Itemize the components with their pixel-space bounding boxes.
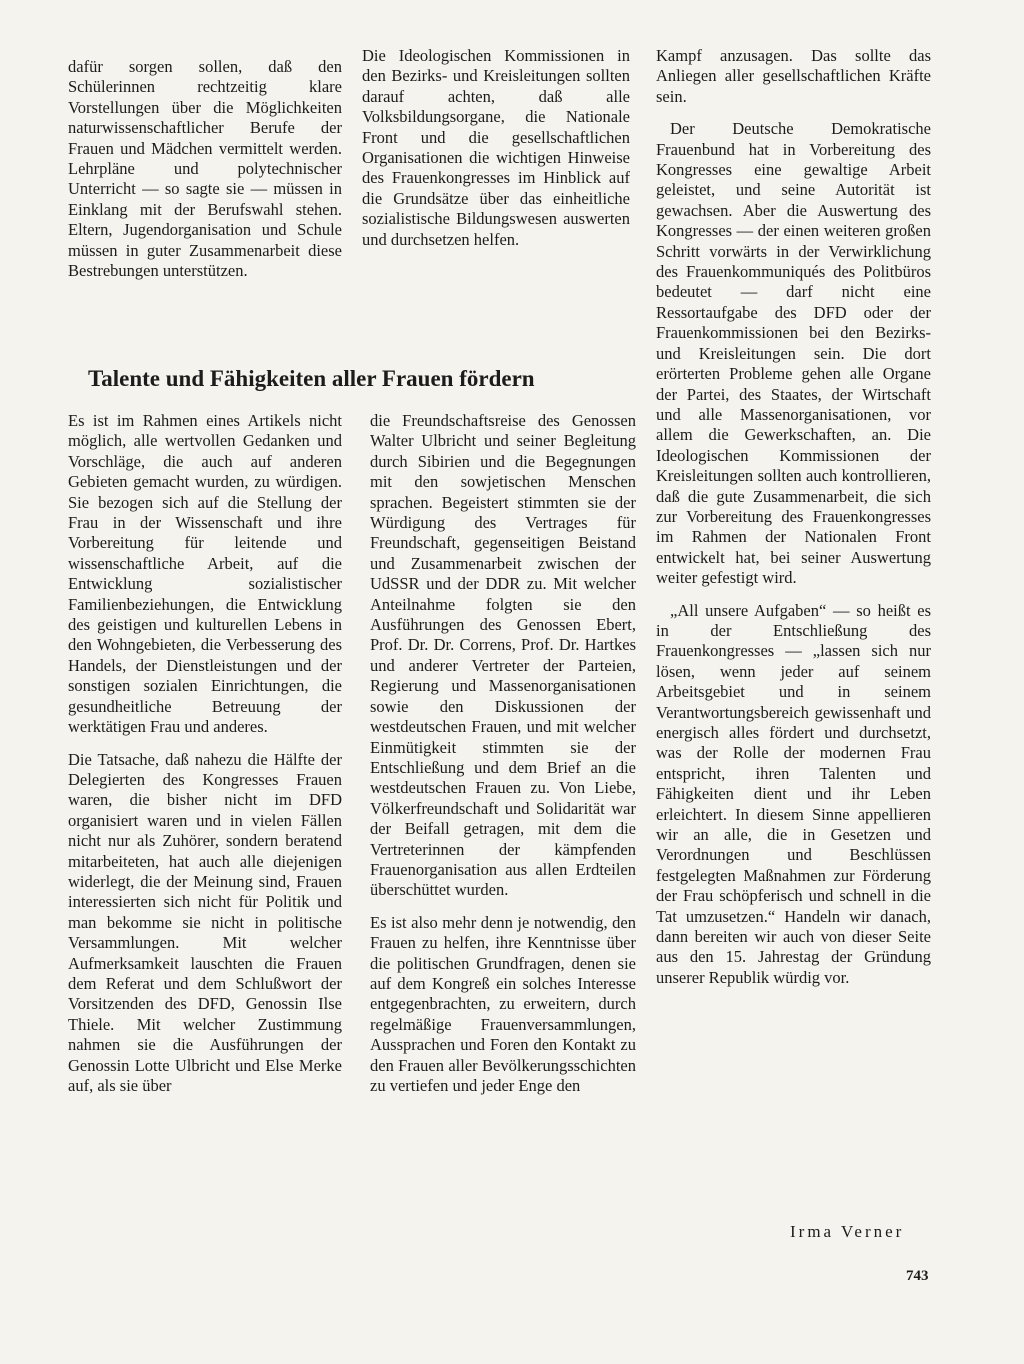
paragraph: Die Tatsache, daß nahezu die Hälfte der Delegierten des Kongresses Frauen waren, die bisher nicht im DFD organisiert waren und in vielen Fällen nicht nur als Zuhörer, sondern beratend mitarbeiteten, hat auch alle diejenigen widerlegt, die der Meinung sind, Frauen interessierten sich nicht für Politik und man bekomme sie nicht in politische Versammlungen. Mit welcher Aufmerksamkeit lauschten die Frauen dem Referat und dem Schlußwort der Vorsitzenden des DFD, Genossin Ilse Thiele. Mit welcher Zustimmung nahmen sie die Ausführungen der Genossin Lotte Ulbricht und Else Merke auf, als sie über (68, 749, 342, 1095)
column-top-middle (362, 46, 630, 250)
column-bottom-middle (370, 411, 636, 1096)
paragraph: „All unsere Aufgaben“ — so heißt es in der Entschließung des Frauenkongresses — „lassen sich nur lösen, wenn jeder auf seinem Arbeitsgebiet und in seinem Verantwortungsbereich gewissenhaft und energisch alles fördert und durchsetzt, was der Rolle der modernen Frau entspricht, ihren Talenten und Fähigkeiten dient und ihr Leben erleichtert. In diesem Sinne appellieren wir an alle, die in Gesetzen und Verordnungen und Beschlüssen festgelegten Maßnahmen zur Förderung der Frau schöpferisch und schnell in die Tat umzusetzen.“ Handeln wir danach, dann bereiten wir auch von dieser Seite aus den 15. Jahrestag der Gründung unserer Republik würdig vor. (656, 600, 931, 987)
paragraph: Kampf anzusagen. Das sollte das Anliegen aller gesellschaftlichen Kräfte sein. (656, 46, 931, 106)
paragraph: Es ist im Rahmen eines Artikels nicht möglich, alle wertvollen Gedanken und Vorschläge, die auch auf anderen Gebieten gemacht wurden, zu würdigen. Sie bezogen sich auf die Stellung der Frau in der Wissenschaft und ihre Vorbereitung für leitende und wissenschaftliche Arbeit, auf die Entwicklung sozialistischer Familienbeziehungen, die Entwicklung des geistigen und kulturellen Lebens in den Wohngebieten, die Verbesserung des Handels, der Dienstleistungen und der sonstigen sozialen Einrichtungen, die gesundheitliche Betreuung der werktätigen Frau und anderes. (68, 411, 342, 737)
page-number: 743 (906, 1268, 929, 1284)
author-name: Irma Verner (790, 1222, 905, 1241)
paragraph: dafür sorgen sollen, daß den Schülerinnen rechtzeitig klare Vorstellungen über die Möglichkeiten naturwissenschaftlicher Berufe der Frauen und Mädchen vermittelt werden. Lehrpläne und polytechnischer Unterricht — so sagte sie — müssen in Einklang mit der Berufswahl stehen. Eltern, Jugendorganisation und Schule müssen in guter Zusammenarbeit diese Bestrebungen unterstützen. (68, 57, 342, 281)
paragraph: Der Deutsche Demokratische Frauenbund hat in Vorbereitung des Kongresses eine gewaltige Arbeit geleistet, und seine Autorität ist gewachsen. Aber die Auswertung des Kongresses — der einen weiteren großen Schritt vorwärts in der Verwirklichung des Frauenkommuniqués des Politbüros bedeutet — darf nicht eine Ressortaufgabe des DFD oder der Frauenkommissionen bei den Bezirks- und Kreisleitungen sein. Die dort erörterten Probleme gehen alle Organe der Partei, des Staates, der Wirtschaft und alle Massenorganisationen, vor allem die Gewerkschaften, an. Die Ideologischen Kommissionen der Kreisleitungen sollten auch kontrollieren, daß die gute Zusammenarbeit, die sich zur Vorbereitung des Frauenkongresses im Rahmen der Nationalen Front entwickelt hat, bei seiner Auswertung weiter gefestigt wird. (656, 119, 931, 588)
paragraph: Es ist also mehr denn je notwendig, den Frauen zu helfen, ihre Kenntnisse über die politischen Grundfragen, denen sie auf dem Kongreß ein solches Interesse entgegenbrachten, zu erweitern, durch regelmäßige Frauenversammlungen, Aussprachen und Foren den Kontakt zu den Frauen aller Bevölkerungsschichten zu vertiefen und jeder Enge den (370, 912, 636, 1095)
section-heading: Talente und Fähigkeiten aller Frauen fördern (88, 366, 535, 391)
paragraph: Die Ideologischen Kommissionen in den Bezirks- und Kreisleitungen sollten darauf achten, daß alle Volksbildungsorgane, die Nationale Front und die gesellschaftlichen Organisationen die wichtigen Hinweise des Frauenkongresses im Hinblick auf die Grundsätze über das einheitliche sozialistische Bildungswesen auswerten und durchsetzen helfen. (362, 46, 630, 249)
paragraph: die Freundschaftsreise des Genossen Walter Ulbricht und seiner Begleitung durch Sibirien und die Begegnungen mit den sowjetischen Menschen sprachen. Begeistert stimmten sie der Würdigung des Vertrages für Freundschaft, gegenseitigen Beistand und Zusammenarbeit zwischen der UdSSR und der DDR zu. Mit welcher Anteilnahme folgten sie den Ausführungen des Genossen Ebert, Prof. Dr. Dr. Correns, Prof. Dr. Hartkes und anderer Vertreter der Parteien, Regierung und Massenorganisationen sowie den Diskussionen der westdeutschen Frauen, und mit welcher Einmütigkeit stimmten sie der Entschließung und dem Brief an die westdeutschen Frauen zu. Von Liebe, Völkerfreundschaft und Solidarität war der Beifall getragen, mit dem die Vertreterinnen der kämpfenden Frauenorganisation aus allen Erdteilen überschüttet wurden. (370, 411, 636, 900)
column-top-left (68, 57, 342, 281)
column-bottom-left (68, 411, 342, 1096)
column-right (656, 46, 931, 988)
